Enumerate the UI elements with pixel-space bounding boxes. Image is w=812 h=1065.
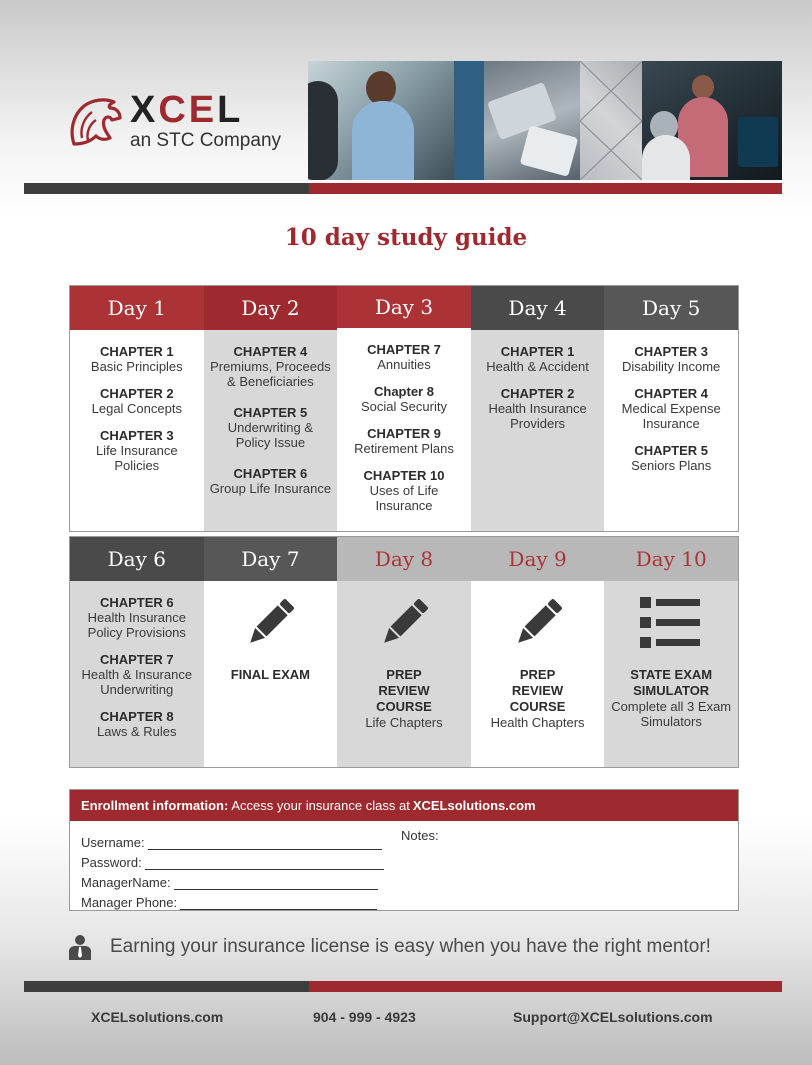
enrollment-link[interactable]: XCELsolutions.com <box>412 798 536 813</box>
pencil-icon <box>244 597 296 649</box>
brand-name: XCEL <box>130 89 244 131</box>
page-title: 10 day study guide <box>284 224 528 251</box>
chapter-topic: Laws & Rules <box>97 724 177 739</box>
tagline-text: Earning your insurance license is easy when you have the right mentor! <box>110 936 711 957</box>
chapter-topic: Legal Concepts <box>91 401 182 416</box>
day-column <box>70 537 204 767</box>
chapter-topic: Disability Income <box>622 359 721 374</box>
chapter-topic: Uses of Life Insurance <box>369 483 439 513</box>
footer-website[interactable]: XCELsolutions.com <box>91 1009 224 1025</box>
office-meeting-photo <box>308 61 454 180</box>
day-header: Day 4 <box>471 286 605 330</box>
enrollment-fields <box>81 830 384 910</box>
day-column <box>204 286 338 531</box>
chapter-topic: Health & Insurance Underwriting <box>81 667 193 697</box>
header-divider-bar <box>24 183 782 194</box>
chapter-topic: Retirement Plans <box>354 441 454 456</box>
day-header: Day 5 <box>604 286 738 330</box>
chapter-label: CHAPTER 3 <box>99 428 174 443</box>
day-column <box>471 537 605 767</box>
chapter-topic: Underwriting & Policy Issue <box>227 420 314 450</box>
day-header: Day 6 <box>70 537 204 581</box>
list-icon <box>640 597 702 649</box>
day-subheading: Complete all 3 Exam Simulators <box>611 699 732 729</box>
chapter-topic: Basic Principles <box>90 359 183 374</box>
chapter-topic: Medical Expense Insurance <box>621 401 721 431</box>
day-heading: PREP REVIEW COURSE <box>509 667 566 714</box>
enrollment-label: Enrollment information: <box>81 798 229 813</box>
chapter-label: CHAPTER 4 <box>634 386 709 401</box>
chapter-label: CHAPTER 3 <box>634 344 709 359</box>
chapter-topic: Health Insurance Policy Provisions <box>87 610 186 640</box>
header-photo-strip <box>308 61 782 180</box>
day-header: Day 3 <box>337 286 471 328</box>
manager-name-field[interactable] <box>81 870 384 890</box>
pencil-icon <box>378 597 430 649</box>
chapter-label: CHAPTER 6 <box>99 595 174 610</box>
day-subheading: Health Chapters <box>490 715 585 730</box>
chapter-label: CHAPTER 5 <box>634 443 709 458</box>
day-column <box>337 286 471 531</box>
day-column <box>604 286 738 531</box>
manager-phone-field[interactable] <box>81 890 384 910</box>
chapter-topic: Social Security <box>360 399 447 414</box>
notes-label: Notes: <box>401 828 439 843</box>
enrollment-text: Access your insurance class at <box>231 798 410 813</box>
horse-head-logo-icon <box>66 94 126 152</box>
brand-subtitle: an STC Company <box>130 130 282 151</box>
footer-phone[interactable]: 904 - 999 - 4923 <box>313 1009 416 1025</box>
username-field[interactable] <box>81 830 384 850</box>
laptop-desk-photo <box>484 61 580 180</box>
day-heading: PREP REVIEW COURSE <box>376 667 432 714</box>
chapter-label: CHAPTER 2 <box>99 386 174 401</box>
chapter-topic: Health & Accident <box>486 359 589 374</box>
team-computer-photo <box>642 61 782 180</box>
chapter-topic: Life Insurance Policies <box>95 443 178 473</box>
footer-email[interactable]: Support@XCELsolutions.com <box>513 1009 713 1025</box>
day-column <box>204 537 338 767</box>
day-header: Day 7 <box>204 537 338 581</box>
chapter-label: CHAPTER 5 <box>233 405 308 420</box>
day-heading: STATE EXAM SIMULATOR <box>630 667 713 698</box>
day-column <box>604 537 738 767</box>
day-header: Day 8 <box>337 537 471 581</box>
study-grid-days-1-5 <box>69 285 739 532</box>
chapter-topic: Health Insurance Providers <box>488 401 587 431</box>
chapter-label: CHAPTER 1 <box>500 344 575 359</box>
day-column <box>70 286 204 531</box>
chapter-topic: Group Life Insurance <box>209 481 332 496</box>
day-heading: FINAL EXAM <box>230 667 310 682</box>
footer-divider-bar <box>24 981 782 992</box>
blue-panel-photo <box>454 61 484 180</box>
chapter-label: CHAPTER 1 <box>99 344 174 359</box>
chapter-label: CHAPTER 8 <box>99 709 174 724</box>
chapter-label: CHAPTER 2 <box>500 386 575 401</box>
chapter-label: CHAPTER 10 <box>363 468 445 483</box>
enrollment-header <box>70 790 738 821</box>
username-label: Username: <box>81 835 145 850</box>
xcel-logo <box>66 89 282 152</box>
day-header: Day 1 <box>70 286 204 330</box>
chapter-label: Chapter 8 <box>374 384 434 399</box>
day-subheading: Life Chapters <box>365 715 443 730</box>
enrollment-box <box>69 789 739 911</box>
chapter-label: CHAPTER 9 <box>367 426 441 441</box>
chapter-topic: Annuities <box>377 357 431 372</box>
manager-phone-label: Manager Phone: <box>81 895 178 910</box>
chapter-topic: Seniors Plans <box>631 458 712 473</box>
day-column <box>471 286 605 531</box>
password-label: Password: <box>81 855 142 870</box>
chapter-topic: Premiums, Proceeds & Beneficiaries <box>210 359 331 389</box>
day-header: Day 9 <box>471 537 605 581</box>
chapter-label: CHAPTER 7 <box>367 342 441 357</box>
pattern-panel-photo <box>580 61 642 180</box>
mentor-person-icon <box>68 934 92 960</box>
chapter-label: CHAPTER 6 <box>233 466 308 481</box>
tagline <box>68 934 711 960</box>
password-field[interactable] <box>81 850 384 870</box>
day-header: Day 10 <box>604 537 738 581</box>
pencil-icon <box>512 597 564 649</box>
day-header: Day 2 <box>204 286 338 330</box>
chapter-label: CHAPTER 7 <box>99 652 174 667</box>
study-grid-days-6-10 <box>69 536 739 768</box>
day-column <box>337 537 471 767</box>
manager-name-label: ManagerName: <box>81 875 171 890</box>
chapter-label: CHAPTER 4 <box>233 344 308 359</box>
